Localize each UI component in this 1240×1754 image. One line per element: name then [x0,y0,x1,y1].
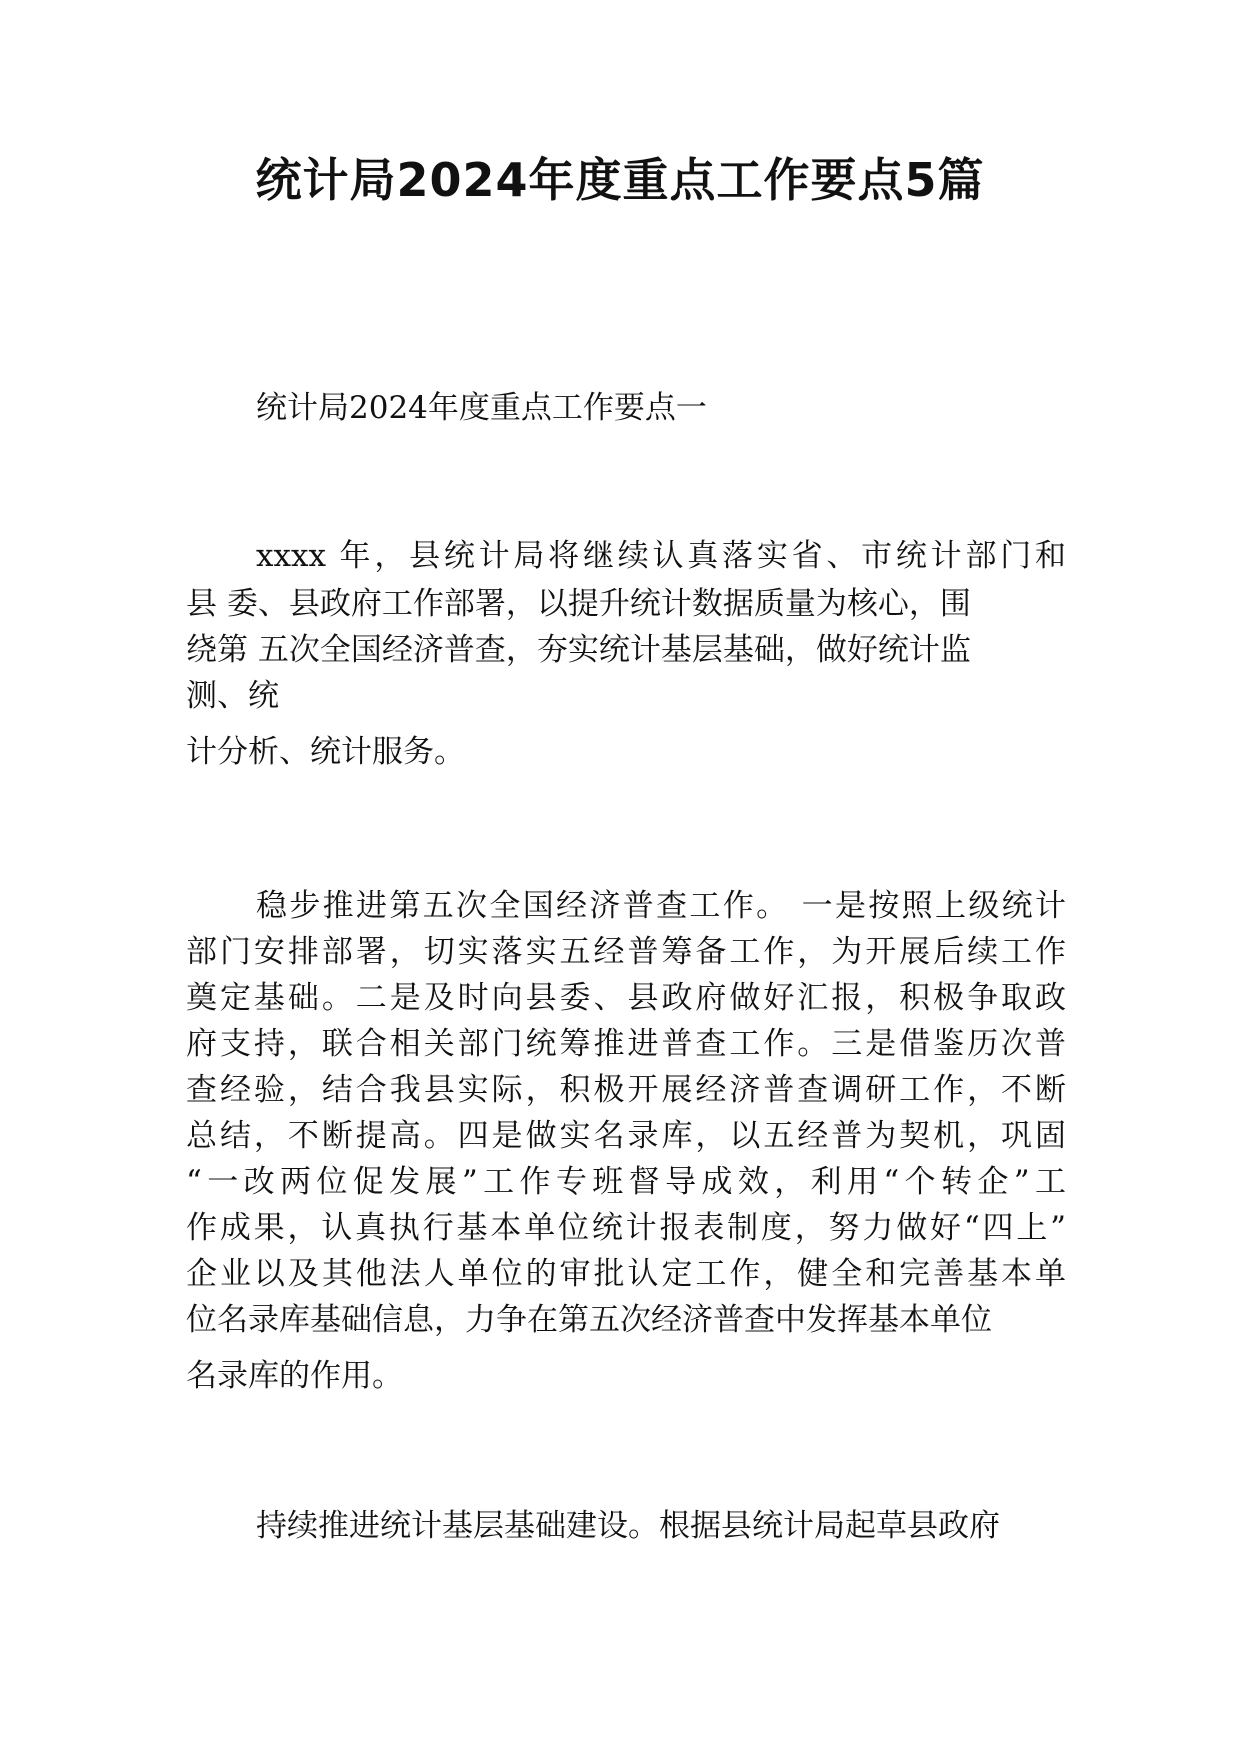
paragraph-line: 计分析、统计服务。 [186,734,465,770]
paragraph-line: 位名录库基础信息，力争在第五次经济普查中发挥基本单位 [186,1302,992,1338]
paragraph-line: xxxx 年，县统计局将继续认真落实省、市统计部门和 [256,538,1066,574]
paragraph-line: 测、统 [186,678,279,714]
document-title: 统计局2024年度重点工作要点5篇 [255,153,985,207]
paragraph-line: 奠定基础。二是及时向县委、县政府做好汇报，积极争取政 [186,980,1066,1016]
section-heading: 统计局2024年度重点工作要点一 [256,390,707,426]
paragraph-line: 稳步推进第五次全国经济普查工作。 一是按照上级统计 [256,888,1066,924]
paragraph-line: 部门安排部署，切实落实五经普筹备工作，为开展后续工作 [186,934,1066,970]
paragraph-line: 企业以及其他法人单位的审批认定工作，健全和完善基本单 [186,1256,1066,1292]
paragraph-line: “一改两位促发展”工作专班督导成效，利用“个转企”工 [186,1164,1066,1200]
paragraph-line: 名录库的作用。 [186,1358,403,1394]
paragraph-line: 府支持，联合相关部门统筹推进普查工作。三是借鉴历次普 [186,1026,1066,1062]
paragraph-line: 作成果，认真执行基本单位统计报表制度，努力做好“四上” [186,1210,1066,1246]
paragraph-line: 县 委、县政府工作部署，以提升统计数据质量为核心，围 [186,586,971,622]
paragraph-line: 查经验，结合我县实际，积极开展经济普查调研工作，不断 [186,1072,1066,1108]
paragraph-line: 绕第 五次全国经济普查，夯实统计基层基础，做好统计监 [186,632,971,668]
paragraph-line: 持续推进统计基层基础建设。根据县统计局起草县政府 [256,1508,1000,1544]
paragraph-line: 总结，不断提高。四是做实名录库，以五经普为契机，巩固 [186,1118,1066,1154]
